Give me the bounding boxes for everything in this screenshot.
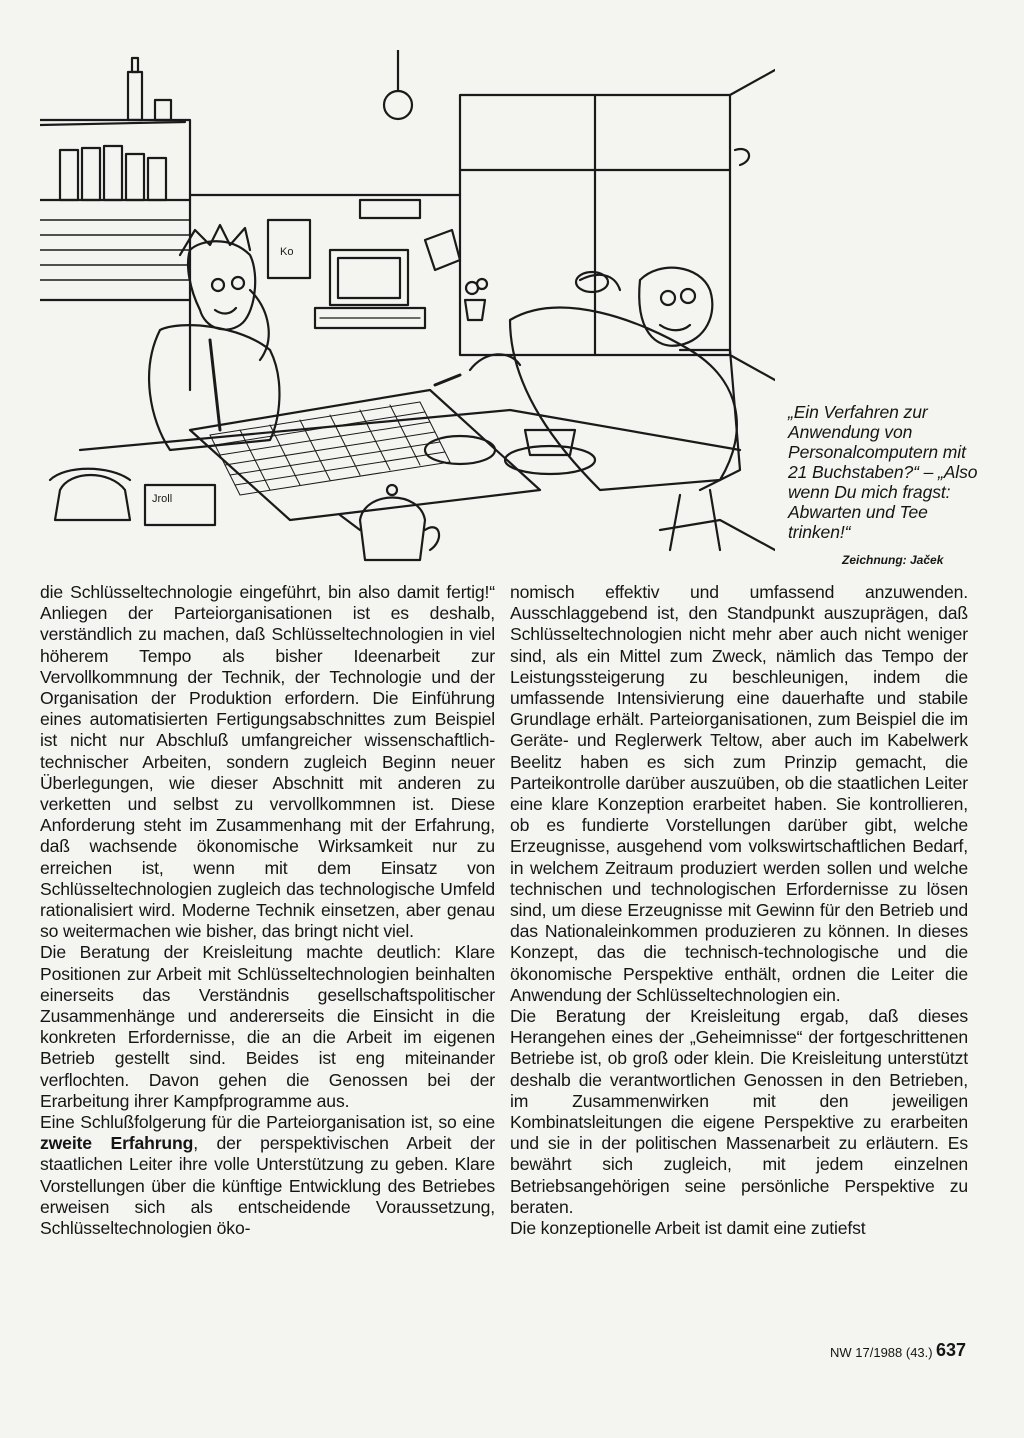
article-column-left xyxy=(40,582,495,1239)
cartoon-caption: „Ein Verfahren zur Anwendung von Personalcomputern mit 21 Buchstaben?“ – „Also wenn Du mich fragst: Abwarten und Tee trinken!“ xyxy=(788,402,978,542)
bold-phrase-zweite-erfahrung: zweite Erfahrung xyxy=(40,1133,194,1154)
left-paragraph-3-end: , der perspektivischen Arbeit der staatlichen Leiter ihre volle Unterstützung zu geben. Klare Vorstellungen über die künftige Entwicklung des Betriebes erweisen sich als entscheidende Voraussetzung, Schlüsseltechnologien öko- xyxy=(40,1133,495,1239)
cartoon-drawing xyxy=(40,50,775,572)
right-paragraph-2: Die Beratung der Kreisleitung ergab, daß dieses Herangehen eines der „Geheimnisse“ der fortgeschrittenen Betriebe ist, ob groß oder klein. Die Kreisleitung unterstützt deshalb die verantwortlichen Genossen in den Betrieben, im Zusammenwirken mit den jeweiligen Kombinatsleitungen die eigene Perspektive zu erarbeiten und sie in der politischen Massenarbeit zu erläutern. Es bewährt sich zugleich, mit jedem einzelnen Betriebsangehörigen seine persönliche Perspektive zu beraten. xyxy=(510,1006,968,1217)
notebook-label: Jroll xyxy=(152,493,173,505)
cartoon-illustration xyxy=(40,50,775,572)
page-number: 637 xyxy=(936,1340,967,1360)
issue-reference: NW 17/1988 (43.) xyxy=(830,1345,933,1360)
left-paragraph-3-start: Eine Schlußfolgerung für die Parteiorganisation ist, so eine xyxy=(40,1112,495,1133)
left-paragraph-2: Die Beratung der Kreisleitung machte deutlich: Klare Positionen zur Arbeit mit Schlüsseltechnologien beinhalten einerseits das Verständnis gesellschaftspolitischer Zusammenhänge und andererseits die Einsicht in die konkreten Erfordernisse, die an die Arbeit im eigenen Betrieb gestellt sind. Beides ist eng miteinander verflochten. Davon gehen die Genossen bei der Erarbeitung ihrer Kampfprogramme aus. xyxy=(40,942,495,1111)
left-paragraph-3 xyxy=(40,1112,495,1239)
cartoon-credit: Zeichnung: Jaček xyxy=(842,553,944,567)
left-paragraph-1: die Schlüsseltechnologie eingeführt, bin also damit fertig!“ Anliegen der Parteiorganisationen ist es deshalb, verständlich zu machen, daß Schlüsseltechnologien in viel höherem Tempo als bisher Ideenarbeit zur Vervollkommnung der Technik, der Technologie und der Organisation der Produktion erfordern. Die Einführung eines automatisierten Fertigungsabschnittes zum Beispiel ist nicht nur Abschluß umfangreicher wissenschaftlich-technischer Arbeiten, sondern zugleich Beginn neuer Überlegungen, wie dieser Abschnitt mit anderen zu verketten und selbst zu vervollkommnen ist. Diese Anforderung steht im Zusammenhang mit der Erfahrung, daß wachsende ökonomische Wirksamkeit nur zu erreichen ist, wenn mit dem Einsatz von Schlüsseltechnologien zugleich das technologische Umfeld rationalisiert wird. Moderne Technik einsetzen, aber genau so weitermachen wie bisher, das bringt nicht viel. xyxy=(40,582,495,942)
right-paragraph-1: nomisch effektiv und umfassend anzuwenden. Ausschlaggebend ist, den Standpunkt auszuprägen, daß Schlüsseltechnologien nicht mehr aber auch nicht weniger sind, als ein Mittel zum Zweck, nämlich das Tempo der Leistungssteigerung zu beschleunigen, indem die umfassende Intensivierung eine dauerhafte und stabile Grundlage erhält. Parteiorganisationen, zum Beispiel die im Geräte- und Reglerwerk Teltow, aber auch im Kabelwerk Beelitz haben es sich zum Prinzip gemacht, die Parteikontrolle darüber auszuüben, ob die staatlichen Leiter eine klare Konzeption erarbeitet haben. Sie kontrollieren, ob es fundierte Vorstellungen darüber gibt, welche Erzeugnisse, ausgehend vom volkswirtschaftlichen Bedarf, in welchem Zeitraum produziert werden sollen und welche technischen und technologischen Erfordernisse zu lösen sind, um diese Erzeugnisse mit Gewinn für den Betrieb und das Nationaleinkommen produzieren zu können. In dieses Konzept, das die technisch-technologische und die ökonomische Perspektive enthält, ordnen die Leiter die Anwendung der Schlüsseltechnologien ein. xyxy=(510,582,968,1005)
article-column-right xyxy=(510,582,968,1239)
right-paragraph-3: Die konzeptionelle Arbeit ist damit eine zutiefst xyxy=(510,1218,866,1239)
wall-sign-text: Ko xyxy=(280,246,294,258)
